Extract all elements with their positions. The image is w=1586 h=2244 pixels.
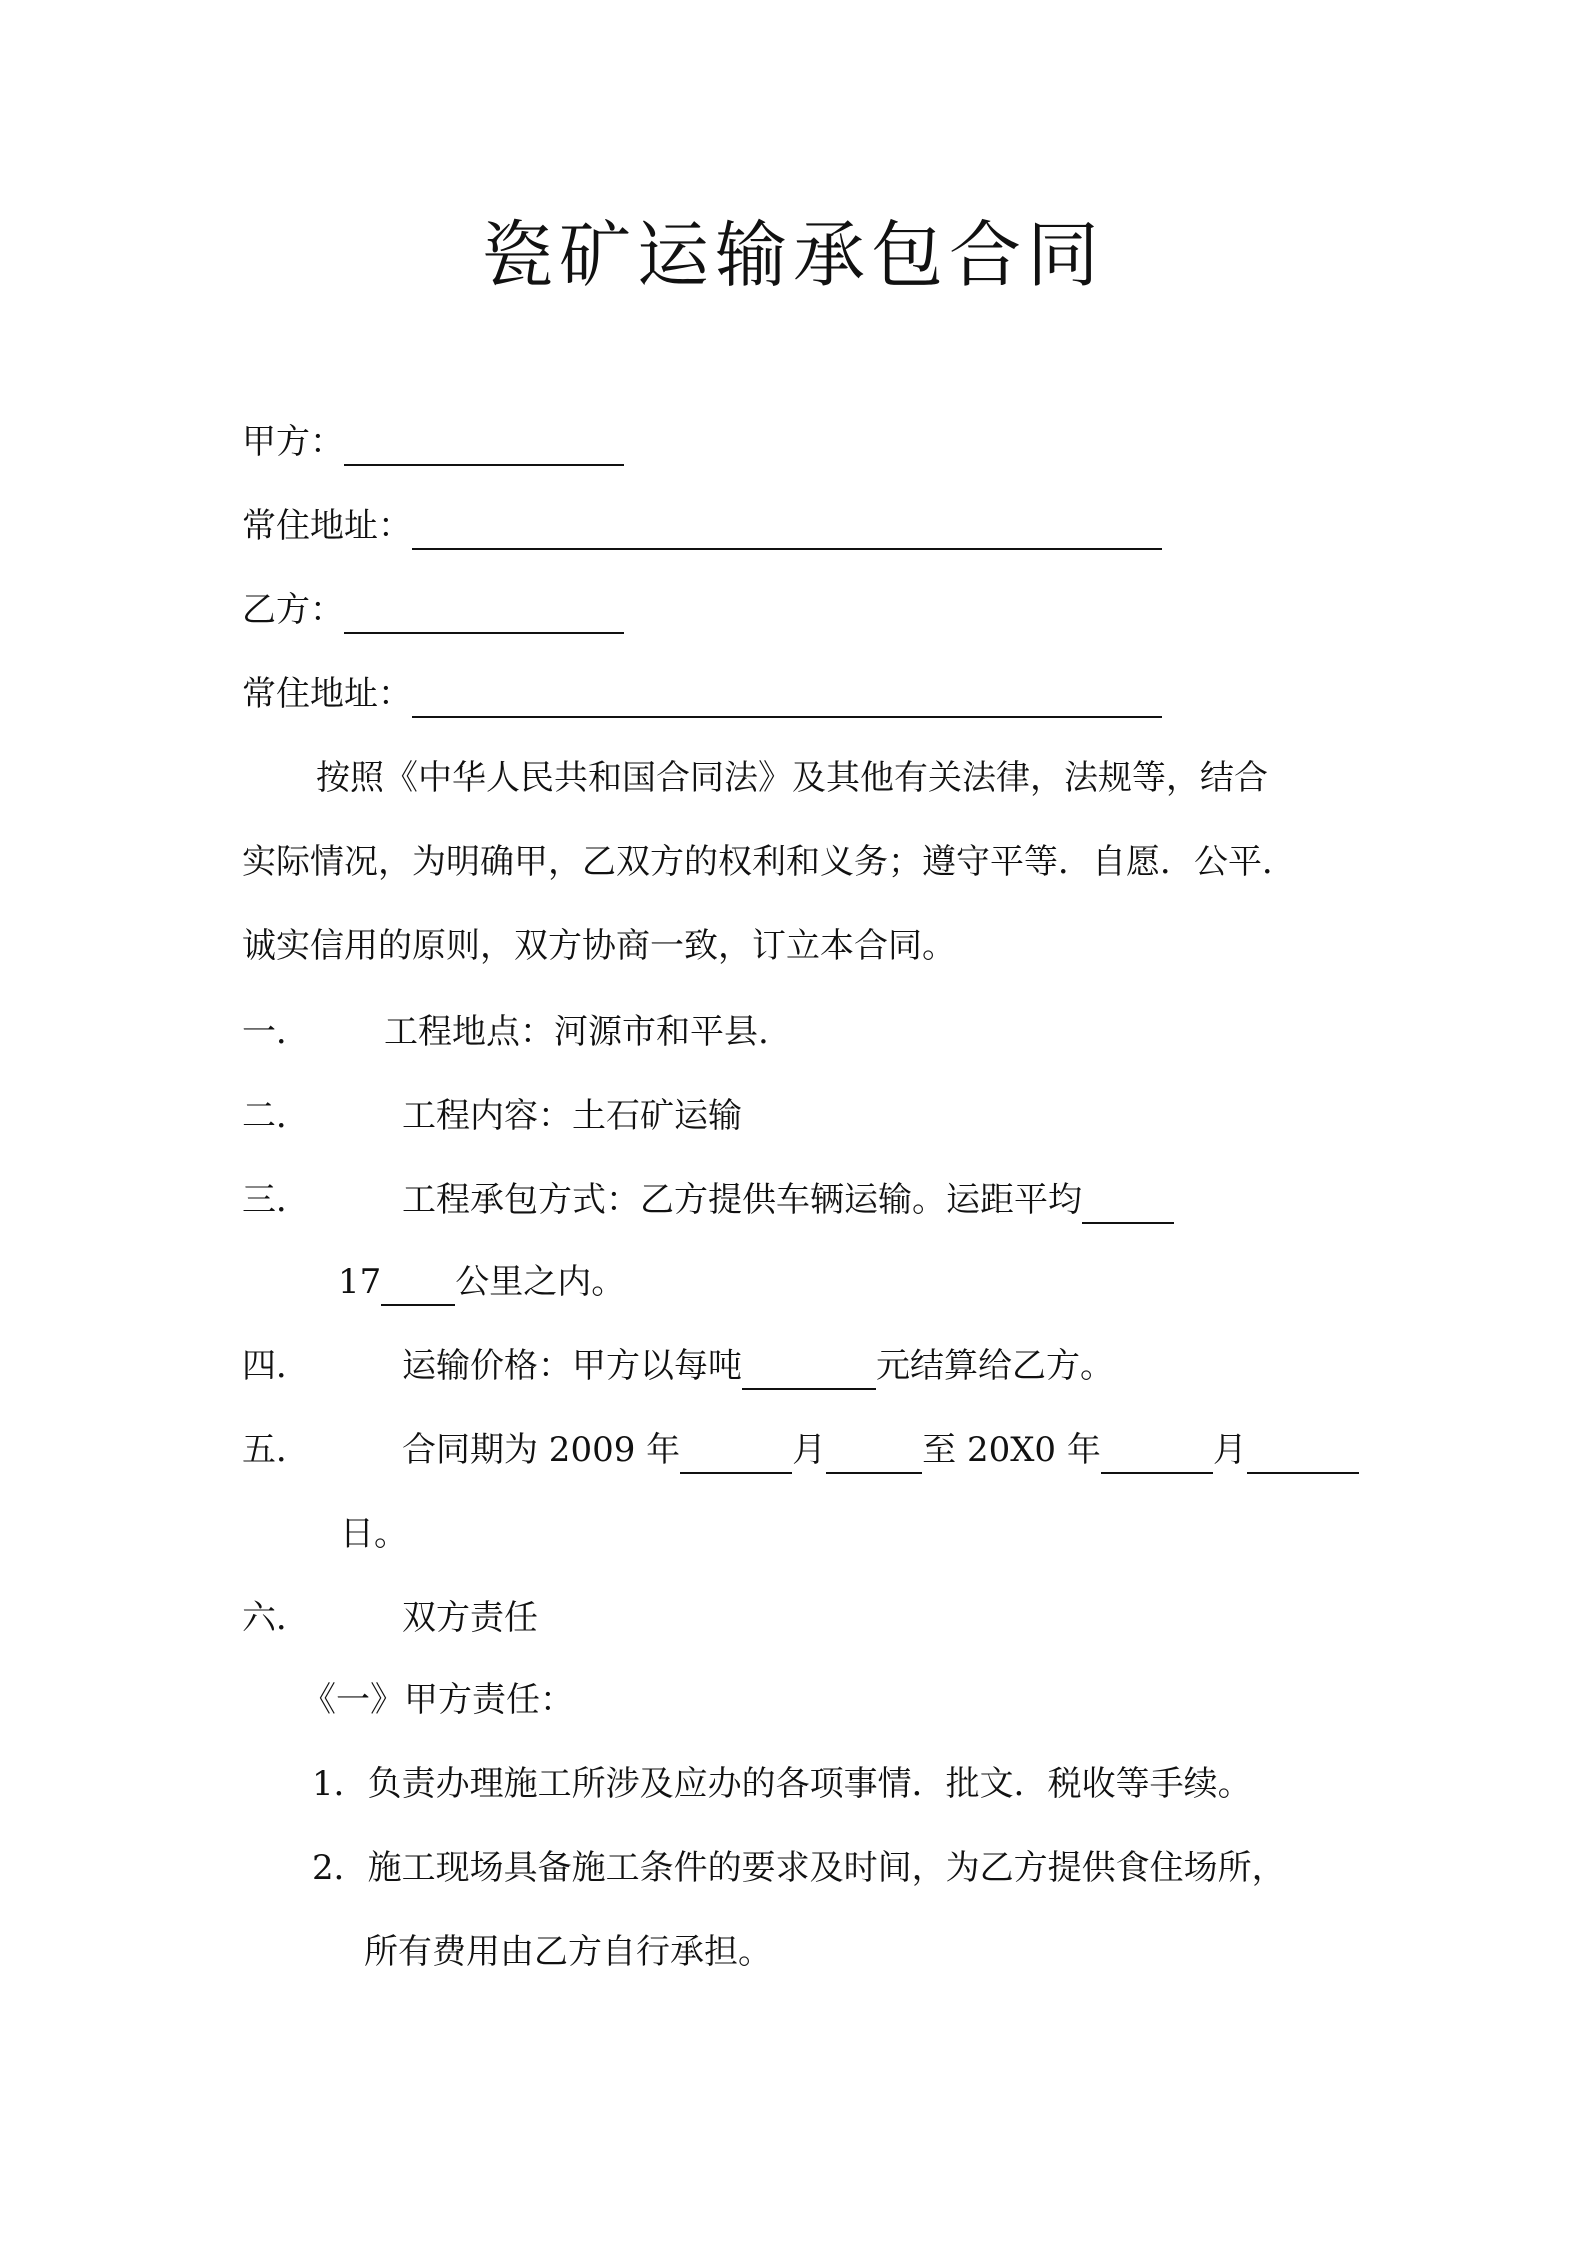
clause-5-text-b: 月: [792, 1430, 827, 1470]
preamble-line-2: 实际情况，为明确甲，乙双方的权利和义务；遵守平等．自愿．公平．: [242, 842, 1296, 882]
party-a-address-label: 常住地址：: [242, 506, 412, 546]
party-a-line: [242, 418, 624, 466]
party-b-label: 乙方：: [242, 590, 344, 630]
clause-4-number: 四．: [242, 1346, 310, 1386]
clause-3-text: 工程承包方式：乙方提供车辆运输。运距平均: [402, 1180, 1082, 1220]
clause-3-line-1: [402, 1176, 1174, 1224]
party-a-address-line: [242, 502, 1162, 550]
party-a-label: 甲方：: [242, 422, 344, 462]
clause-3-tail: 公里之内。: [455, 1262, 626, 1302]
clause-6-text: 双方责任: [402, 1598, 538, 1638]
document-title: 瓷矿运输承包合同: [480, 213, 1105, 297]
clause-5-line-1: [402, 1426, 1359, 1474]
clause-5-blank-2[interactable]: [826, 1432, 922, 1474]
preamble-line-3: 诚实信用的原则，双方协商一致，订立本合同。: [242, 926, 956, 966]
clause-4-price-blank[interactable]: [742, 1348, 876, 1390]
preamble-line-1: 按照《中华人民共和国合同法》及其他有关法律，法规等，结合: [316, 758, 1268, 798]
clause-1-text: 工程地点：河源市和平县.: [384, 1012, 769, 1052]
party-a-duty-2-line-1: 2．施工现场具备施工条件的要求及时间，为乙方提供食住场所，: [312, 1848, 1286, 1888]
clause-5-blank-4[interactable]: [1247, 1432, 1359, 1474]
party-b-line: [242, 586, 624, 634]
clause-6-number: 六．: [242, 1598, 310, 1638]
clause-3-distance-value: 17: [338, 1262, 382, 1302]
party-b-address-label: 常住地址：: [242, 674, 412, 714]
clause-5-blank-1[interactable]: [680, 1432, 792, 1474]
clause-5-text-d: 月: [1212, 1430, 1247, 1470]
party-b-address-line: [242, 670, 1162, 718]
clause-4-text: 运输价格：甲方以每吨: [402, 1346, 742, 1386]
clause-5-text-c: 至 20X0 年: [922, 1430, 1101, 1470]
clause-5-blank-3[interactable]: [1101, 1432, 1213, 1474]
clause-5-text-a: 合同期为 2009 年: [402, 1430, 681, 1470]
clause-1-number: 一．: [242, 1012, 310, 1052]
clause-4-line: [402, 1342, 1114, 1390]
clause-3-blank-a[interactable]: [1082, 1182, 1174, 1224]
clause-3-number: 三．: [242, 1180, 310, 1220]
clause-2-number: 二．: [242, 1096, 310, 1136]
party-b-address-blank[interactable]: [412, 676, 1162, 718]
party-b-blank[interactable]: [344, 592, 624, 634]
party-a-duties-heading: 《一》甲方责任：: [302, 1680, 574, 1720]
party-a-blank[interactable]: [344, 424, 624, 466]
party-a-duty-2-line-2: 所有费用由乙方自行承担。: [364, 1932, 772, 1972]
clause-4-tail: 元结算给乙方。: [876, 1346, 1114, 1386]
clause-3-blank-b[interactable]: [381, 1264, 455, 1306]
clause-5-tail: 日。: [340, 1514, 408, 1554]
party-a-address-blank[interactable]: [412, 508, 1162, 550]
clause-5-number: 五．: [242, 1430, 310, 1470]
clause-2-text: 工程内容：土石矿运输: [402, 1096, 742, 1136]
clause-3-line-2: [338, 1258, 625, 1306]
party-a-duty-1: 1．负责办理施工所涉及应办的各项事情．批文．税收等手续。: [312, 1764, 1252, 1804]
